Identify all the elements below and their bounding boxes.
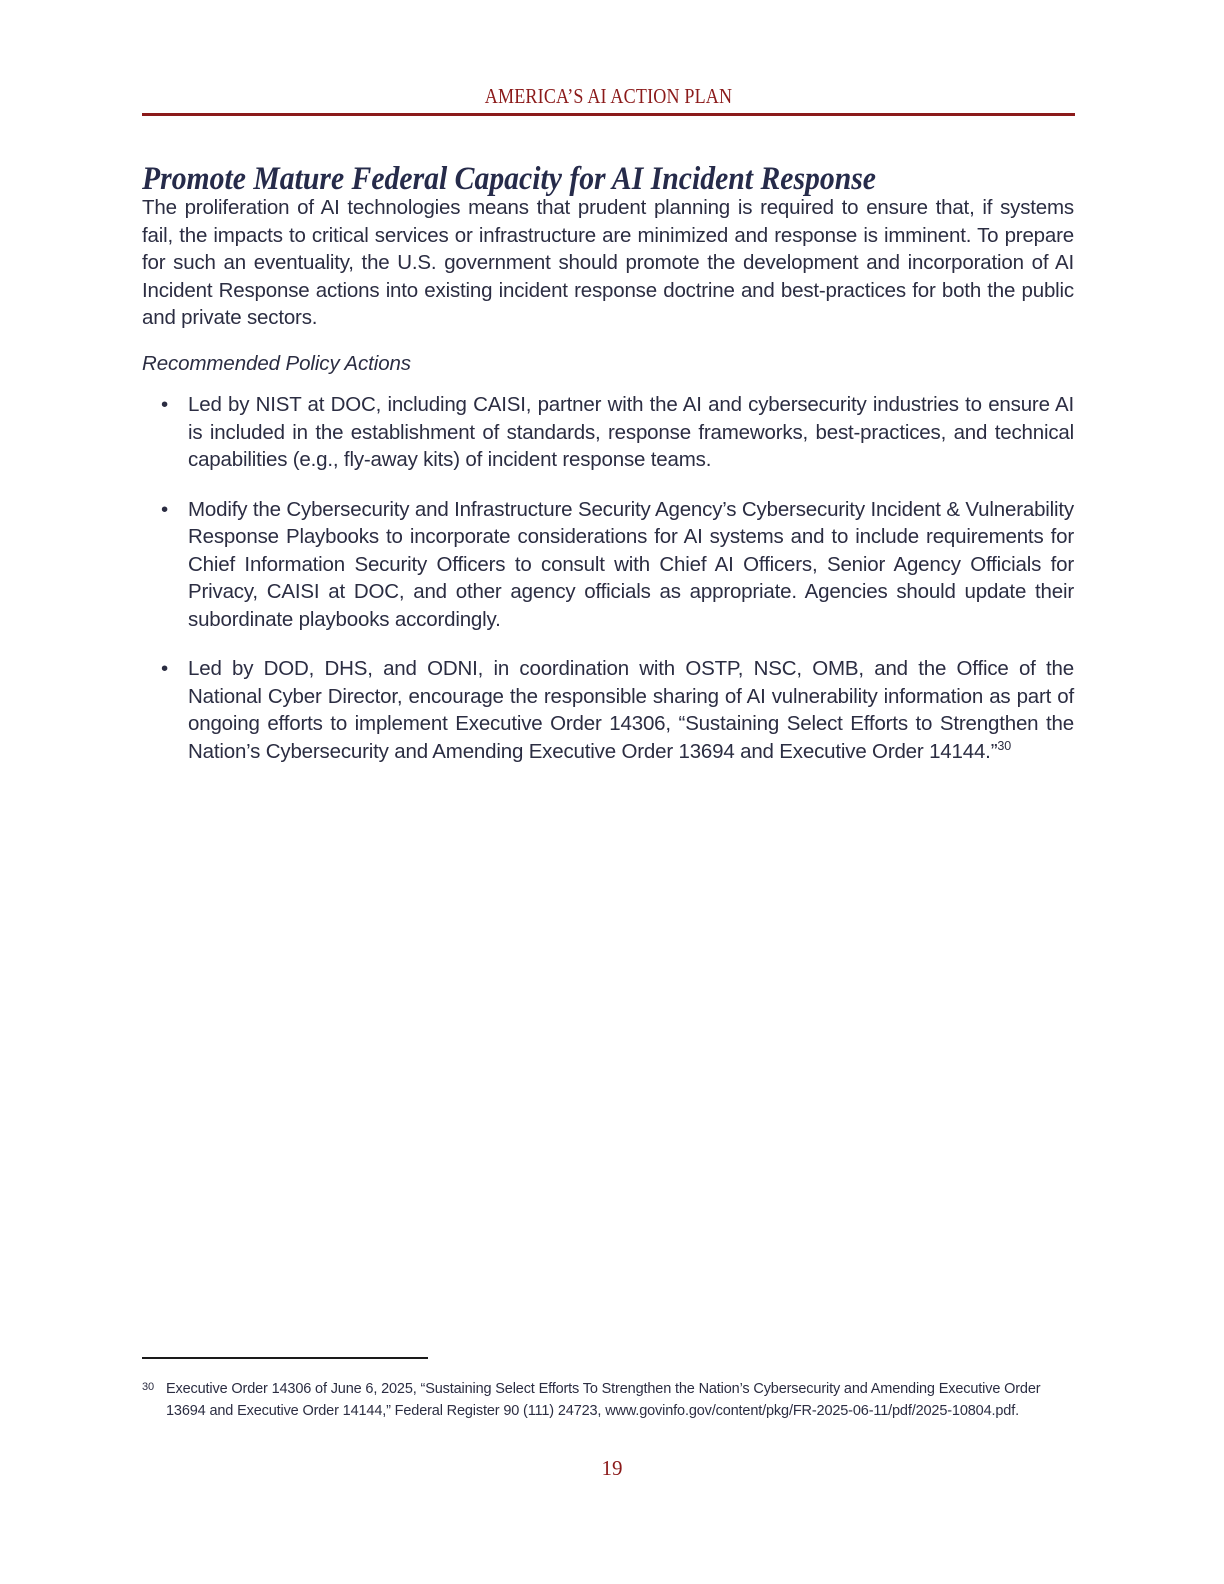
header-divider-rule bbox=[142, 113, 1075, 116]
page-title: Promote Mature Federal Capacity for AI Incident Response bbox=[142, 161, 876, 198]
list-item bbox=[142, 655, 1074, 765]
intro-paragraph: The proliferation of AI technologies means that prudent planning is required to ensure that, if systems fail, the impacts to critical services or infrastructure are minimized and response is imminent. To prepare for such an eventuality, the U.S. government should promote the development and incorporation of AI Incident Response actions into existing incident response doctrine and best-practices for both the public and private sectors. bbox=[142, 196, 1074, 329]
footnote-text: Executive Order 14306 of June 6, 2025, “Sustaining Select Efforts To Strengthen the Nation’s Cybersecurity and Amending Executive Order 13694 and Executive Order 14144,” Federal Register 90 (111) 24723, www.govinfo.gov/content/pkg/FR-2025-06-11/pdf/2025-10804.pdf. bbox=[166, 1381, 1041, 1419]
main-content bbox=[142, 194, 1074, 765]
footnote-separator-rule bbox=[142, 1357, 428, 1359]
policy-actions-list bbox=[142, 391, 1074, 765]
footnote-area bbox=[142, 1378, 1072, 1422]
list-item-text: Led by NIST at DOC, including CAISI, partner with the AI and cybersecurity industries to ensure AI is included in the establishment of standards, response frameworks, best-practices, and technical capabilities (e.g., fly-away kits) of incident response teams. bbox=[188, 393, 1074, 471]
list-item bbox=[142, 391, 1074, 474]
running-header: AMERICA’S AI ACTION PLAN bbox=[484, 84, 733, 108]
bullet-icon: • bbox=[161, 657, 168, 680]
list-item-text: Led by DOD, DHS, and ODNI, in coordination with OSTP, NSC, OMB, and the Office of the National Cyber Director, encourage the responsible sharing of AI vulnerability information as part of ongoing efforts to implement Executive Order 14306, “Sustaining Select Efforts to Strengthen the Nation’s Cybersecurity and Amending Executive Order 13694 and Executive Order 14144.” bbox=[188, 657, 1074, 763]
bullet-icon: • bbox=[161, 393, 168, 416]
footnote-number: 30 bbox=[142, 1381, 154, 1393]
bullet-icon: • bbox=[161, 497, 168, 521]
recommended-policy-actions-subheading: Recommended Policy Actions bbox=[142, 351, 411, 375]
list-item-text: Modify the Cybersecurity and Infrastructure Security Agency’s Cybersecurity Incident & Vulnerability Response Playbooks to incorporate considerations for AI systems and to include requirements for Chief Information Security Officers to consult with Chief AI Officers, Senior Agency Officials for Privacy, CAISI at DOC, and other agency officials as appropriate. Agencies should update their subordinate playbooks accordingly. bbox=[188, 497, 1074, 631]
footnote-reference-30[interactable]: 30 bbox=[997, 738, 1012, 753]
page-number: 19 bbox=[601, 1456, 623, 1480]
list-item bbox=[142, 496, 1074, 634]
footnote-item bbox=[142, 1378, 1072, 1422]
